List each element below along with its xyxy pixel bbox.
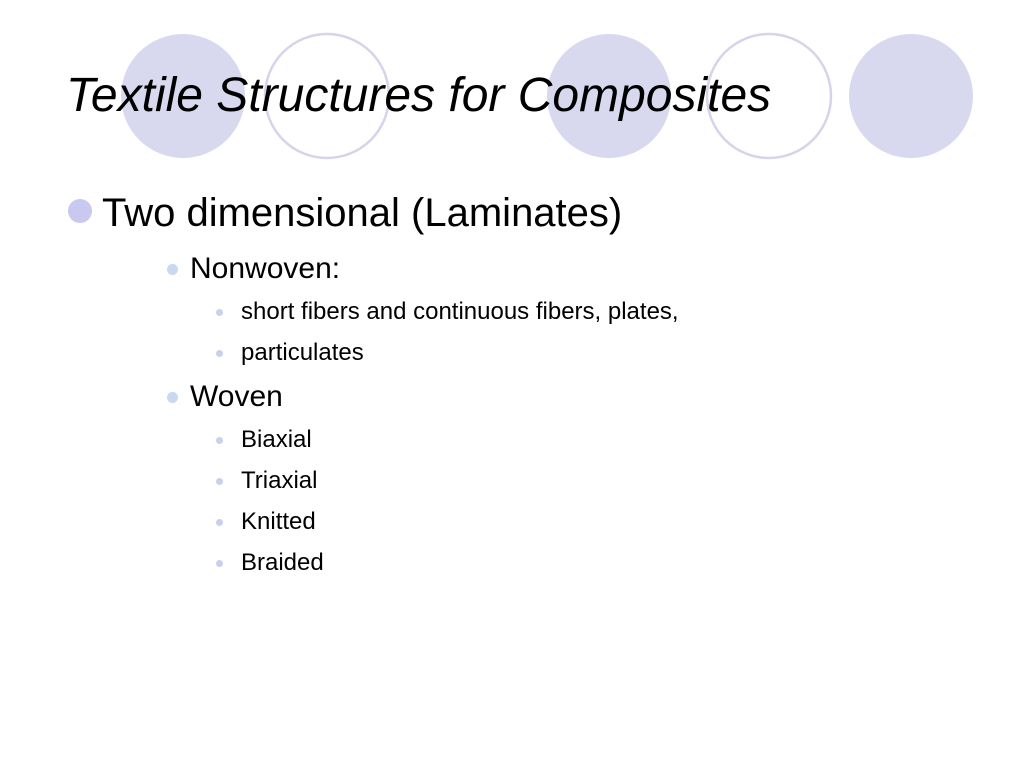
bullet-dot-level3 <box>216 350 223 357</box>
bullet-dot-level3 <box>216 519 223 526</box>
bullet-dot-level3 <box>216 560 223 567</box>
bullet-triaxial: Triaxial <box>241 467 318 494</box>
bullet-short-fibers: short fibers and continuous fibers, plates, <box>241 298 679 325</box>
bullet-particulates: particulates <box>241 339 364 366</box>
bullet-two-dimensional: Two dimensional (Laminates) <box>102 191 623 235</box>
bullet-dot-level2 <box>167 264 178 275</box>
bullet-biaxial: Biaxial <box>241 426 312 453</box>
bullet-dot-level2 <box>167 392 178 403</box>
bullet-dot-level3 <box>216 309 223 316</box>
slide-title: Textile Structures for Composites <box>66 69 772 122</box>
bullet-nonwoven: Nonwoven: <box>190 252 341 285</box>
bullet-knitted: Knitted <box>241 508 316 535</box>
bullet-dot-level3 <box>216 478 223 485</box>
bullet-dot-level1 <box>68 199 92 223</box>
bullet-braided: Braided <box>241 549 324 576</box>
bullet-woven: Woven <box>190 380 283 413</box>
bullet-dot-level3 <box>216 437 223 444</box>
